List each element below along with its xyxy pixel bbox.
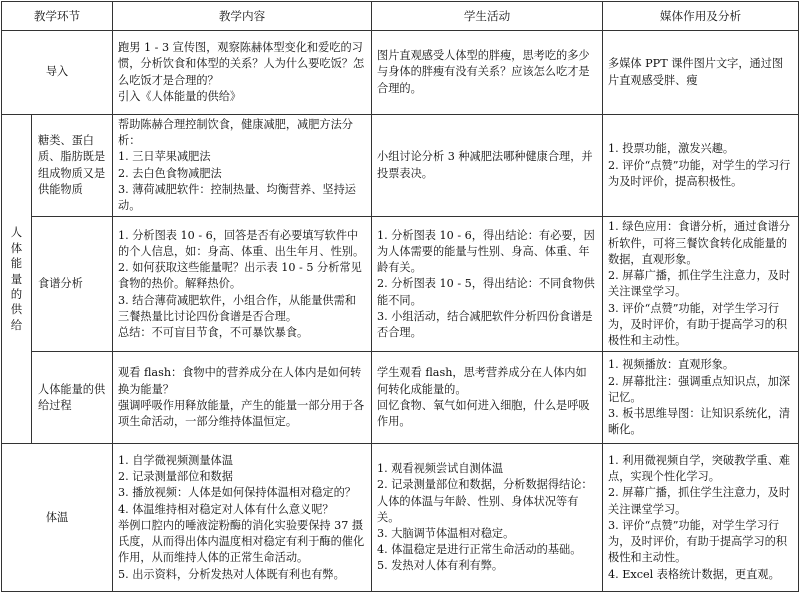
cell-student-temperature — [372, 444, 603, 592]
content-line: 4. 体温维持相对稳定对人体有什么意义呢？ — [118, 502, 334, 516]
student-line: 小组讨论分析 3 种减肥法哪种健康合理，并投票表决。 — [377, 150, 593, 180]
header-teaching-stage: 教学环节 — [2, 2, 113, 31]
content-line: 2. 去白色食物减肥法 — [118, 166, 222, 180]
student-line: 4. 体温稳定是进行正常生命活动的基础。 — [377, 543, 582, 557]
media-line: 2. 评价“点赞”功能，对学生的学习行为及时评价，提高积极性。 — [608, 158, 791, 188]
content-line: 1. 三日苹果减肥法 — [118, 150, 211, 164]
group-label-energy-supply: 人体能量的供给 — [2, 115, 32, 444]
cell-media-recipe — [603, 217, 799, 352]
cell-content-intro — [113, 31, 372, 115]
content-line: 帮助陈赫合理控制饮食，健康减肥，减肥方法分析： — [118, 118, 353, 148]
lesson-plan-table-wrapper — [1, 1, 798, 581]
student-line: 3. 小组活动，结合减肥软件分析四份食谱是否合理。 — [377, 309, 593, 339]
header-teaching-content: 教学内容 — [113, 2, 372, 31]
content-line: 2. 记录测量部位和数据 — [118, 470, 233, 484]
content-line: 2. 如何获取这些能量呢？出示表 10 - 5 分析常见食物的热价。解释热价。 — [118, 261, 362, 291]
content-line: 3. 薄荷减肥软件：控制热量、均衡营养、坚持运动。 — [118, 182, 356, 213]
row-body-temperature — [2, 444, 799, 592]
media-line: 3. 评价“点赞”功能，对学生学习行为，及时评价，有助于提高学习的积极性和主动性。 — [608, 518, 788, 565]
cell-content-recipe — [113, 217, 372, 352]
row-nutrients — [2, 115, 799, 217]
cell-media-intro — [603, 31, 799, 115]
student-line: 回忆食物、氧气如何进入细胞，什么是呼吸作用。 — [377, 398, 590, 429]
header-row — [2, 2, 799, 31]
student-line: 3. 大脑调节体温相对稳定。 — [377, 527, 515, 541]
content-line: 5. 出示资料，分析发热对人体既有利也有弊。 — [118, 567, 345, 581]
content-line: 举例口腔内的唾液淀粉酶的消化实验要保持 37 摄氏度，从而得出体内温度相对稳定有利于酶的催化作用，从而维持人体的正常生命活动。 — [118, 518, 365, 565]
student-line: 2. 分析图表 10 - 5，得出结论：不同食物供能不同。 — [377, 277, 595, 307]
media-line: 1. 投票功能，激发兴趣。 — [608, 142, 735, 156]
cell-content-process — [113, 352, 372, 444]
media-line: 2. 屏幕广播，抓住学生注意力，及时关注课堂学习。 — [608, 486, 791, 516]
lesson-plan-table — [1, 1, 799, 592]
media-line: 4. Excel 表格统计数据，更直观。 — [608, 567, 780, 581]
cell-student-intro — [372, 31, 603, 115]
student-line: 5. 发热对人体有利有弊。 — [377, 559, 504, 573]
section-energy-process: 人体能量的供给过程 — [32, 352, 113, 444]
section-nutrients: 糖类、蛋白质、脂肪既是组成物质又是供能物质 — [32, 115, 113, 217]
student-line: 图片直观感受人体型的胖瘦，思考吃的多少与身体的胖瘦有没有关系？应该怎么吃才是合理的。 — [377, 49, 590, 95]
media-line: 2. 屏幕广播，抓住学生注意力，及时关注课堂学习。 — [608, 269, 791, 299]
content-line: 跑男 1 - 3 宣传图，观察陈赫体型变化和爱吃的习惯，分析饮食和体型的关系？人为什么要吃饭？怎么吃饭才是合理的？ — [118, 41, 365, 87]
content-line: 1. 自学微视频测量体温 — [118, 453, 233, 467]
cell-student-nutrients — [372, 115, 603, 217]
cell-content-nutrients — [113, 115, 372, 217]
cell-media-temperature — [603, 444, 799, 592]
content-line: 总结：不可盲目节食，不可暴饮暴食。 — [118, 325, 309, 339]
header-student-activity: 学生活动 — [372, 2, 603, 31]
row-recipe-analysis — [2, 217, 799, 352]
cell-student-process — [372, 352, 603, 444]
cell-media-process — [603, 352, 799, 444]
content-line: 观看 flash：食物中的营养成分在人体内是如何转换为能量？ — [118, 366, 362, 396]
media-line: 1. 利用微视频自学，突破教学重、难点，实现个性化学习。 — [608, 453, 791, 484]
content-line: 强调呼吸作用释放能量，产生的能量一部分用于各项生命活动，一部分维持体温恒定。 — [118, 398, 365, 429]
media-line: 3. 板书思维导图：让知识系统化，清晰化。 — [608, 407, 791, 437]
student-line: 1. 分析图表 10 - 6，得出结论：有必要，因为人体需要的能量与性别、身高、体重、年龄有关。 — [377, 228, 595, 275]
content-line: 引入《人体能量的供给》 — [118, 89, 242, 103]
student-line: 2. 记录测量部位和数据，分析数据得结论：人体的体温与年龄、性别、身体状况等有关。 — [377, 478, 593, 524]
header-media-analysis: 媒体作用及分析 — [603, 2, 799, 31]
media-line: 1. 视频播放：直观形象。 — [608, 358, 735, 372]
cell-student-recipe — [372, 217, 603, 352]
media-line: 1. 绿色应用：食谱分析，通过食谱分析软件，可将三餐饮食转化成能量的数据，直观形象。 — [608, 220, 791, 266]
media-line: 2. 屏幕批注：强调重点知识点，加深记忆。 — [608, 374, 791, 404]
student-line: 1. 观看视频尝试自测体温 — [377, 462, 504, 476]
section-recipe-analysis: 食谱分析 — [32, 217, 113, 352]
content-line: 3. 播放视频：人体是如何保持体温相对稳定的？ — [118, 486, 356, 500]
media-line: 多媒体 PPT 课件图片文字，通过图片直观感受胖、瘦 — [608, 57, 784, 87]
media-line: 3. 评价“点赞”功能，对学生学习行为，及时评价，有助于提高学习的积极性和主动性。 — [608, 301, 788, 348]
cell-content-temperature — [113, 444, 372, 592]
section-intro: 导入 — [2, 31, 113, 115]
student-line: 学生观看 flash，思考营养成分在人体内如何转化成能量的。 — [377, 366, 587, 396]
content-line: 1. 分析图表 10 - 6，回答是否有必要填写软件中的个人信息，如：身高、体重、出生年月、性别。 — [118, 228, 365, 258]
row-energy-process — [2, 352, 799, 444]
row-intro — [2, 31, 799, 115]
cell-media-nutrients — [603, 115, 799, 217]
content-line: 3. 结合薄荷减肥软件，小组合作，从能量供需和三餐热量比讨论四份食谱是否合理。 — [118, 293, 356, 323]
section-body-temperature: 体温 — [2, 444, 113, 592]
